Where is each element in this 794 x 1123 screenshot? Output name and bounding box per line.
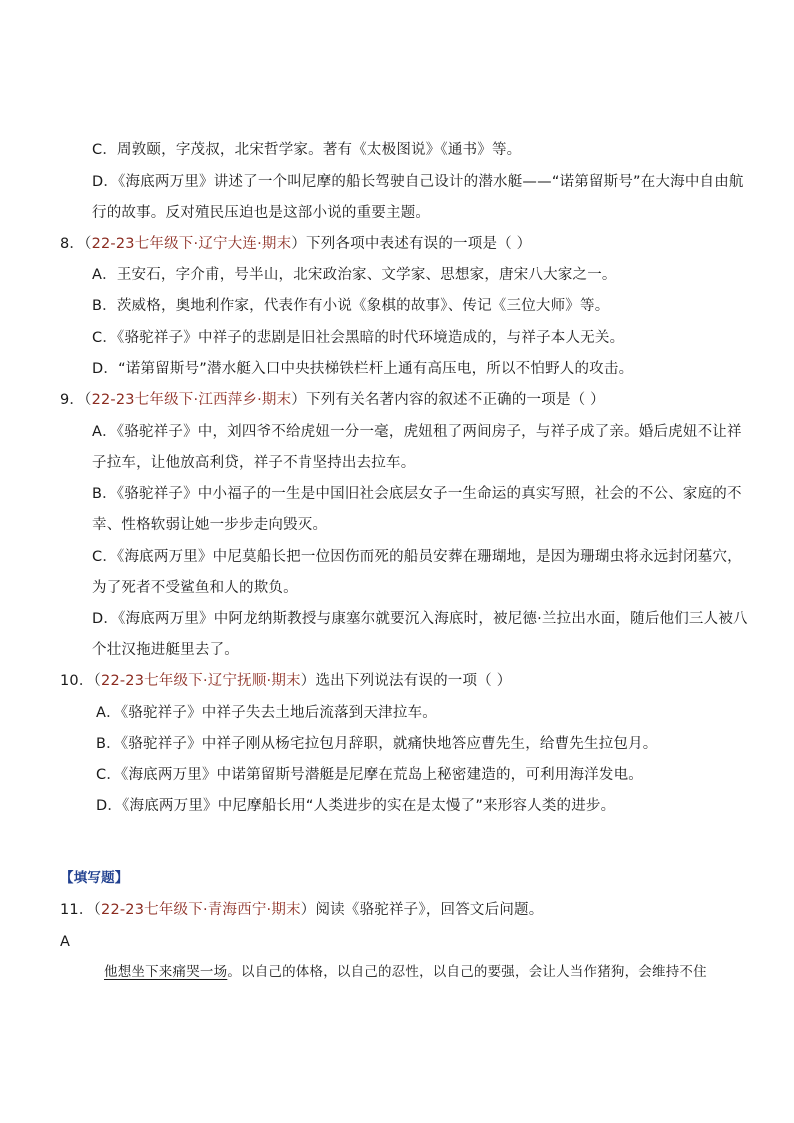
underlined-phrase: 他想坐下来痛哭一场 <box>104 964 228 980</box>
q8-option-a: A．王安石，字介甫，号半山，北宋政治家、文学家、思想家，唐宋八大家之一。 <box>92 267 617 283</box>
question-number: 10．（ <box>60 673 102 689</box>
question-source: 22-23七年级下·江西萍乡·期末 <box>91 392 292 408</box>
question-text: ）阅读《骆驼祥子》，回答文后问题。 <box>300 902 544 918</box>
q10-option-a: A．《骆驼祥子》中祥子失去土地后流落到天津拉车。 <box>96 705 437 721</box>
question-9-stem <box>60 390 605 410</box>
question-source: 22-23七年级下·辽宁大连·期末 <box>91 236 292 252</box>
q10-option-b: B．《骆驼祥子》中祥子刚从杨宅拉包月辞职，就痛快地答应曹先生，给曹先生拉包月。 <box>96 736 658 752</box>
q8-option-c: C．《骆驼祥子》中祥子的悲剧是旧社会黑暗的时代环境造成的，与祥子本人无关。 <box>92 330 625 346</box>
q9-option-d-line2: 个壮汉拖进艇里去了。 <box>92 642 239 658</box>
q7-option-d-line2: 行的故事。反对殖民压迫也是这部小说的重要主题。 <box>92 205 431 221</box>
passage-text <box>104 962 707 982</box>
question-source: 22-23七年级下·辽宁抚顺·期末 <box>101 673 301 689</box>
section-heading: 【填写题】 <box>60 870 129 886</box>
question-text: ）选出下列说法有误的一项（ ） <box>300 673 512 689</box>
question-number: 11．（ <box>60 902 102 918</box>
q10-option-c: C．《海底两万里》中诺第留斯号潜艇是尼摩在荒岛上秘密建造的，可利用海洋发电。 <box>96 767 643 783</box>
q9-option-b-line2: 幸、性格软弱让她一步步走向毁灭。 <box>92 517 328 533</box>
q9-option-c-line2: 为了死者不受鲨鱼和人的欺负。 <box>92 580 298 596</box>
question-text: ）下列各项中表述有误的一项是（ ） <box>291 236 532 252</box>
question-text: ）下列有关名著内容的叙述不正确的一项是（ ） <box>291 392 605 408</box>
question-source: 22-23七年级下·青海西宁·期末 <box>101 902 301 918</box>
passage-label: A <box>60 934 71 950</box>
q8-option-b: B．茨威格，奥地利作家，代表作有小说《象棋的故事》、传记《三位大师》等。 <box>92 298 610 314</box>
q9-option-c-line1: C．《海底两万里》中尼莫船长把一位因伤而死的船员安葬在珊瑚地，是因为珊瑚虫将永远封闭墓穴， <box>92 549 742 565</box>
passage-continuation: 。以自己的体格，以自己的忍性，以自己的要强，会让人当作猪狗，会维持不住 <box>227 964 707 980</box>
q10-option-d: D．《海底两万里》中尼摩船长用“人类进步的实在是太慢了”来形容人类的进步。 <box>96 798 616 814</box>
question-10-stem <box>60 671 511 691</box>
q9-option-b-line1: B．《骆驼祥子》中小福子的一生是中国旧社会底层女子一生命运的真实写照，社会的不公、家庭的不 <box>92 486 742 502</box>
question-number: 9．（ <box>60 392 92 408</box>
q9-option-d-line1: D．《海底两万里》中阿龙纳斯教授与康塞尔就要沉入海底时，被尼德·兰拉出水面，随后他们三人被八 <box>92 611 748 627</box>
q7-option-c: C．周敦颐，字茂叔，北宋哲学家。著有《太极图说》《通书》等。 <box>92 142 522 158</box>
q7-option-d-line1: D．《海底两万里》讲述了一个叫尼摩的船长驾驶自己设计的潜水艇——“诺第留斯号”在大海中自由航 <box>92 174 744 190</box>
question-8-stem <box>60 234 531 254</box>
q8-option-d: D．“诺第留斯号”潜水艇入口中央扶梯铁栏杆上通有高压电，所以不怕野人的攻击。 <box>92 361 634 377</box>
q9-option-a-line2: 子拉车，让他放高利贷，祥子不肯坚持出去拉车。 <box>92 455 416 471</box>
q9-option-a-line1: A．《骆驼祥子》中，刘四爷不给虎妞一分一毫，虎妞租了两间房子，与祥子成了亲。婚后虎妞不让祥 <box>92 424 742 440</box>
question-11-stem <box>60 900 543 920</box>
question-number: 8．（ <box>60 236 92 252</box>
